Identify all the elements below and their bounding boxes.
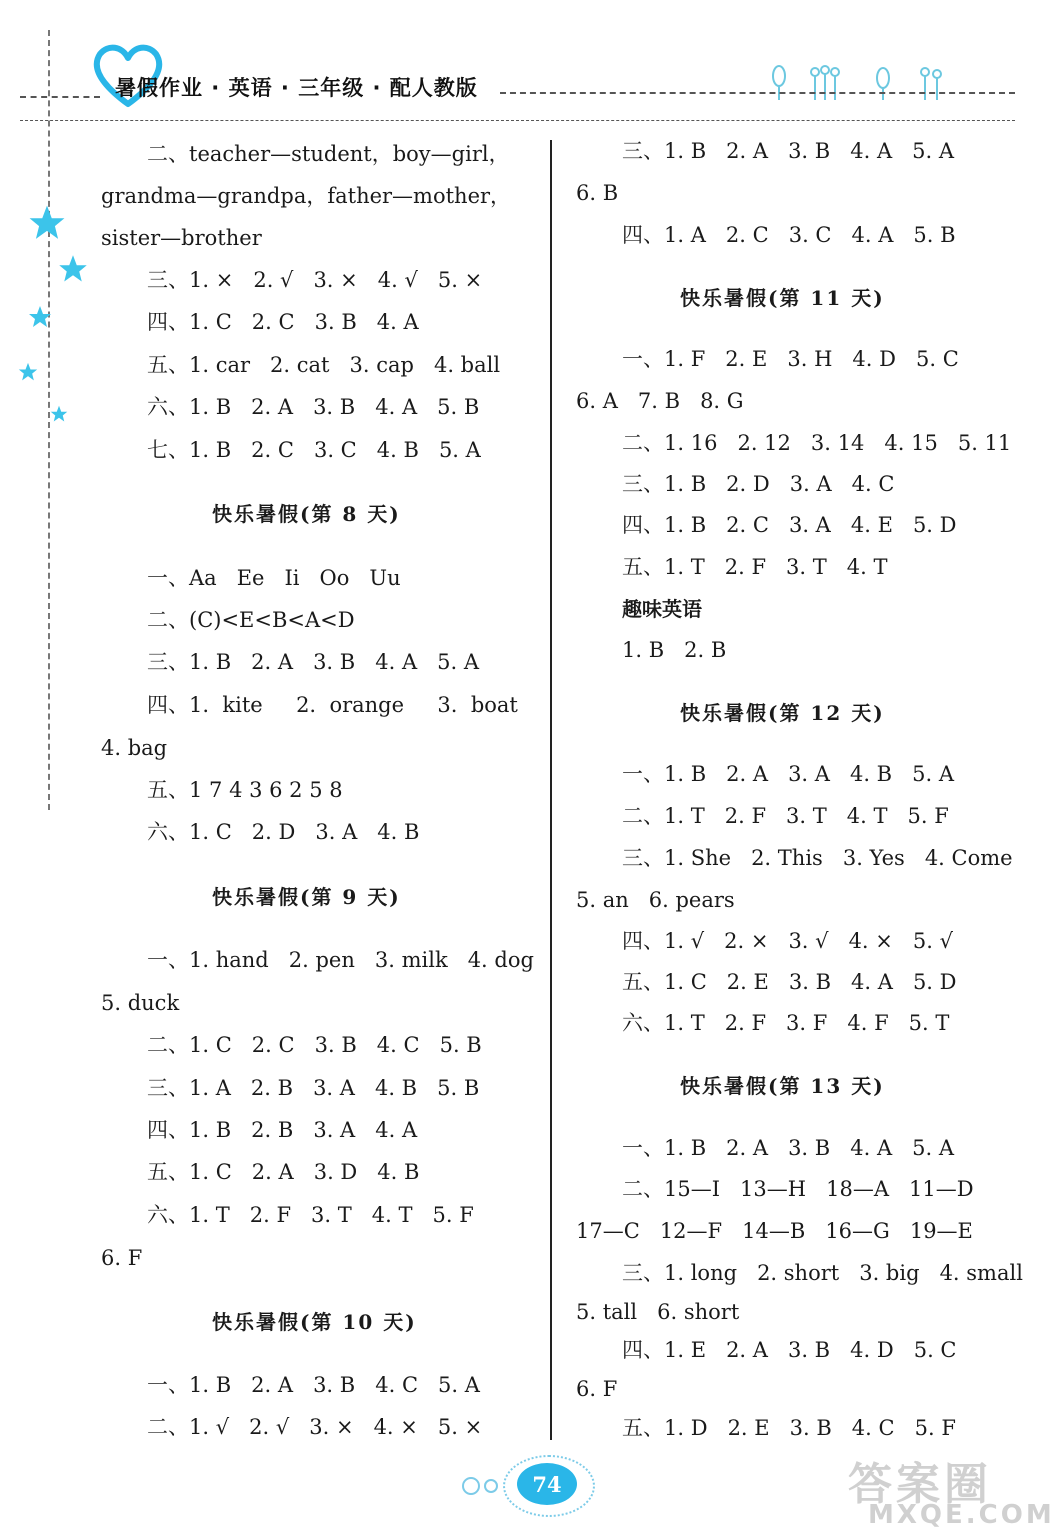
watermark-url: MXQE.COM — [868, 1500, 1055, 1530]
decor-circle-icon — [462, 1477, 480, 1495]
answer-line: 四、1. A 2. C 3. C 4. A 5. B — [622, 223, 956, 247]
answer-line: 六、1. T 2. F 3. F 4. F 5. T — [622, 1011, 950, 1035]
answer-line: 五、1 7 4 3 6 2 5 8 — [147, 778, 343, 802]
answer-line: 5. duck — [101, 991, 180, 1015]
star-decoration-icon — [50, 405, 68, 423]
answer-line: 三、1. × 2. √ 3. × 4. √ 5. × — [147, 268, 483, 292]
answer-line: 二、1. T 2. F 3. T 4. T 5. F — [622, 804, 949, 828]
section-heading: 快乐暑假(第 13 天) — [680, 1074, 885, 1098]
answer-line: 四、1. C 2. C 3. B 4. A — [147, 310, 419, 334]
section-heading: 快乐暑假(第 10 天) — [212, 1310, 417, 1334]
column-divider — [550, 140, 552, 1440]
answer-line: 6. F — [576, 1377, 618, 1401]
answer-line: 四、1. B 2. C 3. A 4. E 5. D — [622, 513, 957, 537]
answer-line: 一、1. F 2. E 3. H 4. D 5. C — [622, 347, 959, 371]
header-dash-line-lower — [20, 120, 1015, 121]
answer-line: 三、1. B 2. A 3. B 4. A 5. A — [147, 650, 480, 674]
answer-line: 一、1. hand 2. pen 3. milk 4. dog — [147, 948, 534, 972]
fun-english-heading: 趣味英语 — [622, 597, 702, 621]
answer-line: 二、15—I 13—H 18—A 11—D — [622, 1177, 974, 1201]
answer-line: 一、1. B 2. A 3. B 4. A 5. A — [622, 1136, 955, 1160]
answer-line: 五、1. car 2. cat 3. cap 4. ball — [147, 353, 501, 377]
answer-line: 17—C 12—F 14—B 16—G 19—E — [576, 1219, 973, 1243]
answer-line: 四、1. kite 2. orange 3. boat — [147, 693, 518, 717]
answer-line: 二、1. C 2. C 3. B 4. C 5. B — [147, 1033, 482, 1057]
answer-line: 二、1. √ 2. √ 3. × 4. × 5. × — [147, 1415, 483, 1439]
decor-circle-icon — [484, 1479, 498, 1493]
answer-line: 六、1. T 2. F 3. T 4. T 5. F — [147, 1203, 474, 1227]
answer-line: 五、1. T 2. F 3. T 4. T — [622, 555, 888, 579]
section-heading: 快乐暑假(第 9 天) — [212, 885, 401, 909]
section-heading: 快乐暑假(第 11 天) — [680, 286, 885, 310]
watermark — [848, 1448, 1055, 1532]
answer-line: 二、1. 16 2. 12 3. 14 4. 15 5. 11 — [622, 431, 1012, 455]
section-heading: 快乐暑假(第 8 天) — [212, 502, 401, 526]
answer-line: 二、teacher—student，boy—girl， — [147, 142, 510, 166]
answer-line: 二、(C)<E<B<A<D — [147, 608, 355, 632]
answer-line: 四、1. E 2. A 3. B 4. D 5. C — [622, 1338, 957, 1362]
answer-line: sister—brother — [101, 226, 262, 250]
answer-line: 一、1. B 2. A 3. A 4. B 5. A — [622, 762, 955, 786]
answer-line: 4. bag — [101, 736, 168, 760]
answer-line: 三、1. A 2. B 3. A 4. B 5. B — [147, 1076, 480, 1100]
answer-line: 一、1. B 2. A 3. B 4. C 5. A — [147, 1373, 480, 1397]
star-decoration-icon — [28, 305, 52, 329]
answer-line: 四、1. √ 2. × 3. √ 4. × 5. √ — [622, 929, 953, 953]
header-dash-line-right — [500, 92, 1015, 94]
answer-line: 五、1. D 2. E 3. B 4. C 5. F — [622, 1416, 956, 1440]
header-dash-line-top — [20, 96, 100, 98]
watermark-text: 答案圈 — [848, 1459, 992, 1510]
answer-line: 一、Aa Ee Ii Oo Uu — [147, 566, 401, 590]
answer-line: 6. A 7. B 8. G — [576, 389, 744, 413]
answer-line: 五、1. C 2. E 3. B 4. A 5. D — [622, 970, 957, 994]
answer-line: 1. B 2. B — [622, 638, 727, 662]
answer-line: 四、1. B 2. B 3. A 4. A — [147, 1118, 418, 1142]
header-title: 暑假作业 · 英语 · 三年级 · 配人教版 — [115, 76, 478, 100]
answer-line: 三、1. B 2. A 3. B 4. A 5. A — [622, 139, 955, 163]
answer-line: 五、1. C 2. A 3. D 4. B — [147, 1160, 420, 1184]
answer-line: 5. an 6. pears — [576, 888, 735, 912]
section-heading: 快乐暑假(第 12 天) — [680, 701, 885, 725]
page-number: 74 — [517, 1463, 577, 1505]
answer-line: 6. F — [101, 1246, 143, 1270]
answer-line: 5. tall 6. short — [576, 1300, 740, 1324]
answer-line: grandma—grandpa，father—mother， — [101, 184, 512, 208]
flowers-decoration-icon — [765, 62, 965, 102]
answer-line: 三、1. long 2. short 3. big 4. small — [622, 1261, 1023, 1285]
answer-line: 三、1. She 2. This 3. Yes 4. Come — [622, 846, 1013, 870]
answer-line: 三、1. B 2. D 3. A 4. C — [622, 472, 895, 496]
answer-line: 六、1. C 2. D 3. A 4. B — [147, 820, 420, 844]
star-decoration-icon — [28, 204, 66, 242]
answer-line: 六、1. B 2. A 3. B 4. A 5. B — [147, 395, 480, 419]
star-decoration-icon — [58, 254, 88, 284]
answer-line: 6. B — [576, 181, 619, 205]
answer-line: 七、1. B 2. C 3. C 4. B 5. A — [147, 438, 481, 462]
star-decoration-icon — [18, 362, 38, 382]
